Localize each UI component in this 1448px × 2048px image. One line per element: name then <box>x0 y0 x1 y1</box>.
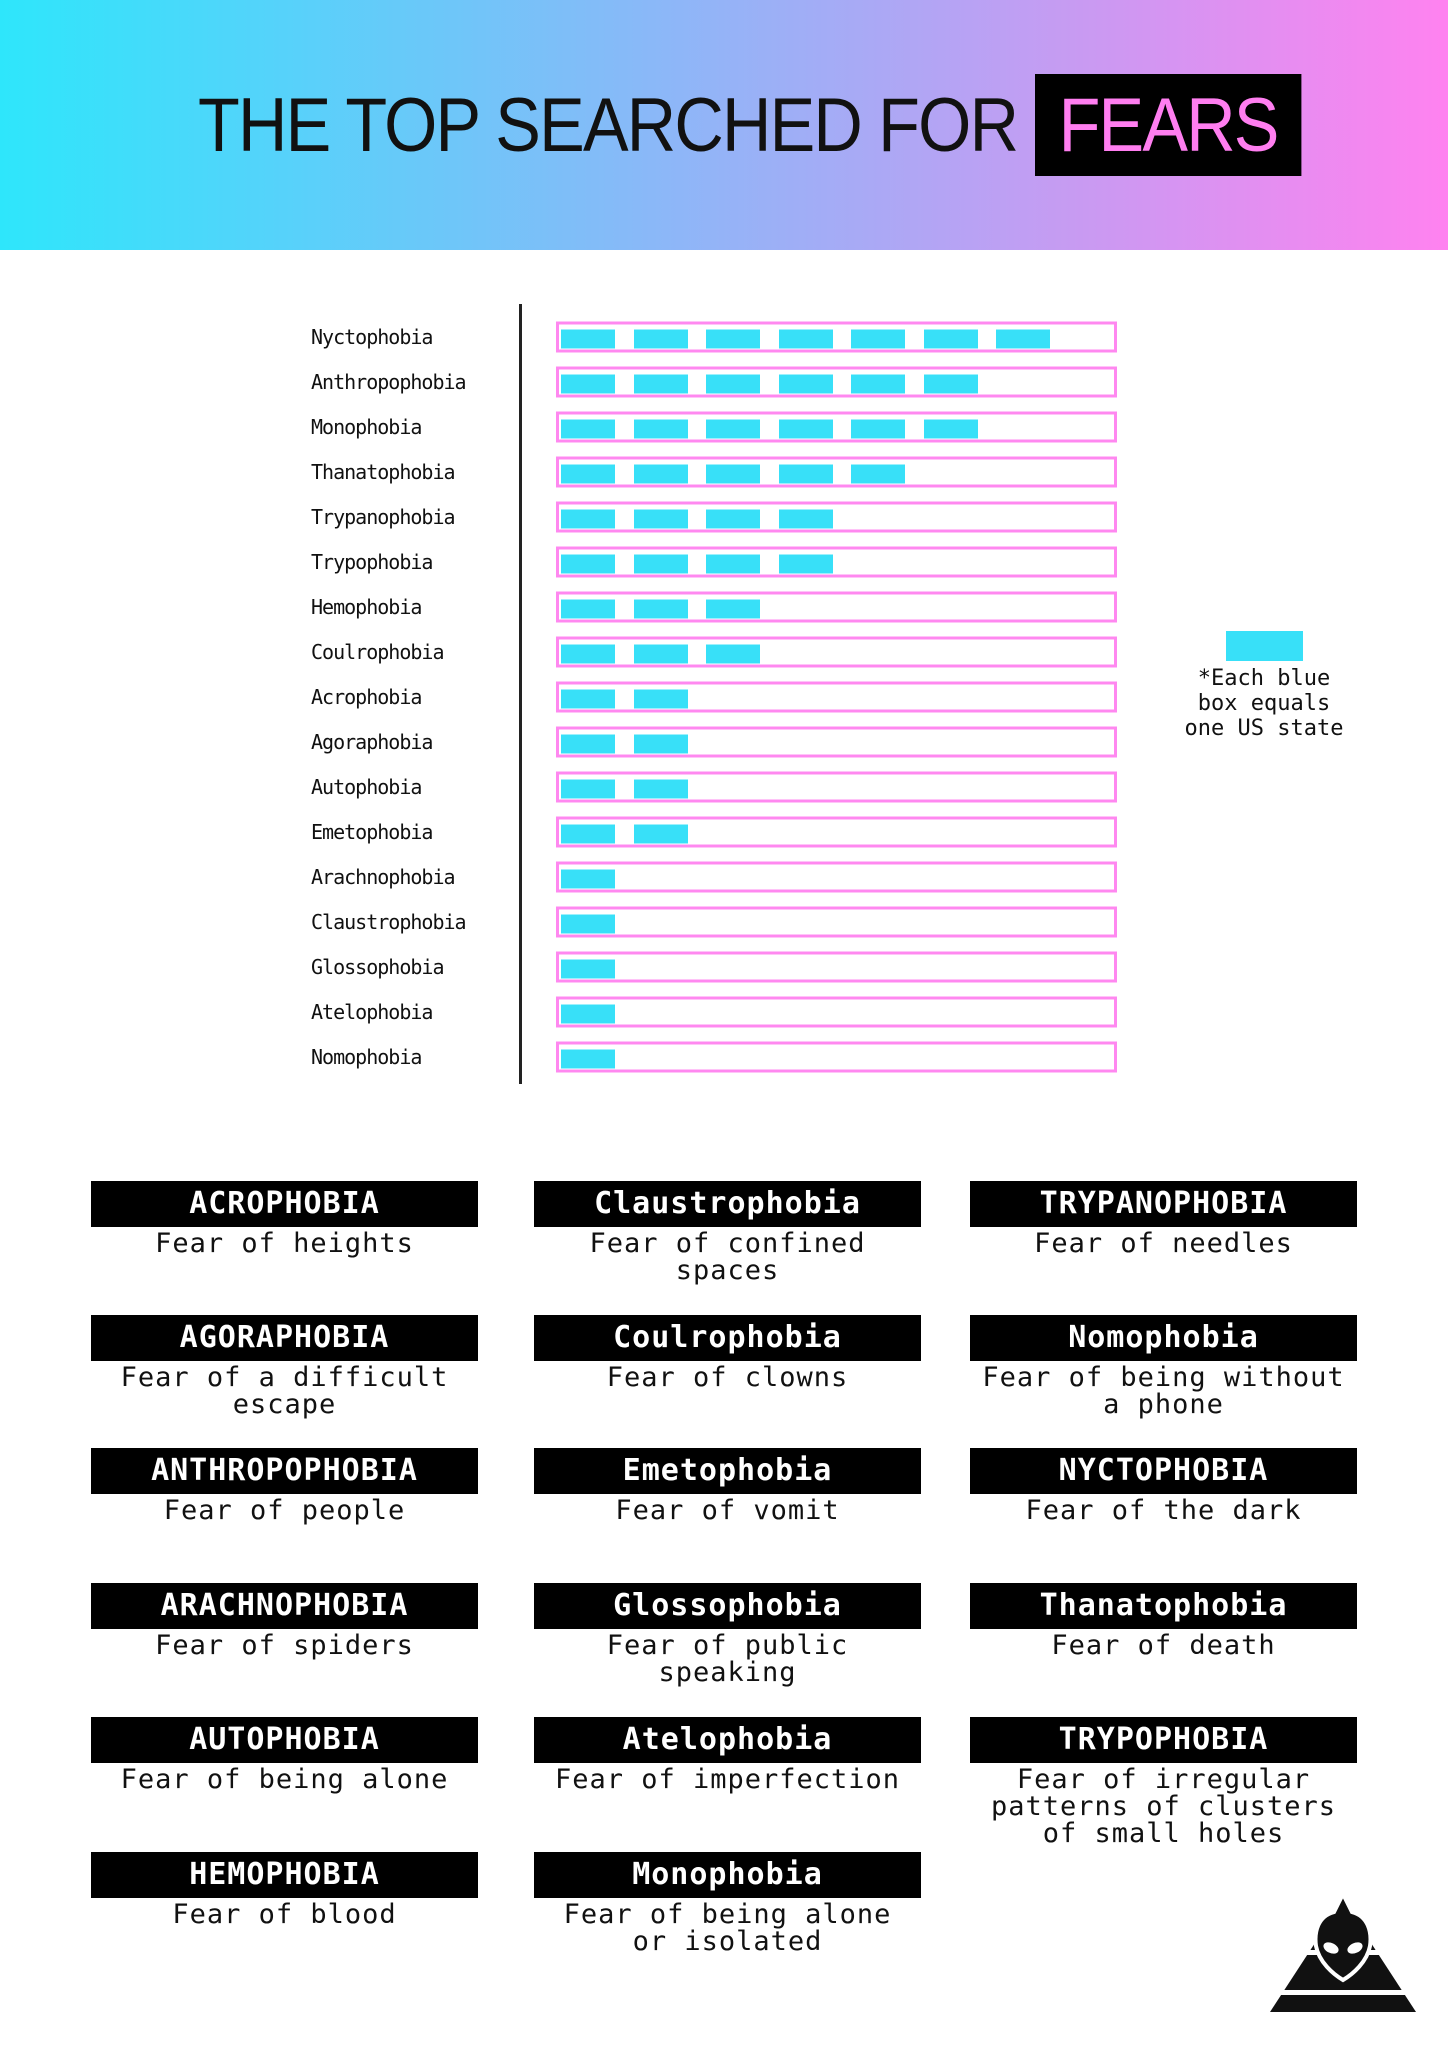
state-box <box>706 465 760 484</box>
phobia-description: Fear of clowns <box>606 1362 849 1393</box>
state-box <box>561 690 615 709</box>
bar-track <box>556 547 1117 578</box>
state-box <box>561 780 615 799</box>
state-box <box>779 375 833 394</box>
category-label: Atelophobia <box>311 1000 433 1024</box>
phobia-description: Fear of blood <box>172 1899 397 1930</box>
bar-track <box>556 682 1117 713</box>
category-label: Emetophobia <box>311 820 433 844</box>
phobia-card <box>534 1315 921 1391</box>
category-label: Acrophobia <box>311 685 422 709</box>
phobia-card <box>91 1583 478 1659</box>
state-box <box>851 420 905 439</box>
category-label: Trypophobia <box>311 550 433 574</box>
legend-line: one US state <box>1184 716 1344 741</box>
bar-track <box>556 367 1117 398</box>
legend-text <box>1164 666 1364 741</box>
state-box <box>634 690 688 709</box>
phobia-name: TRYPOPHOBIA <box>970 1717 1357 1763</box>
state-box <box>634 825 688 844</box>
phobia-name: Emetophobia <box>534 1448 921 1494</box>
category-label: Autophobia <box>311 775 422 799</box>
phobia-name: Thanatophobia <box>970 1583 1357 1629</box>
category-label: Thanatophobia <box>311 460 455 484</box>
phobia-description: Fear of vomit <box>615 1495 840 1526</box>
state-box <box>706 645 760 664</box>
state-box <box>561 1050 615 1069</box>
phobia-description: Fear of imperfection <box>554 1764 901 1795</box>
phobia-card <box>534 1717 921 1793</box>
title-main: THE TOP SEARCHED FOR <box>198 82 1018 168</box>
bar-track <box>556 907 1117 938</box>
phobia-name: TRYPANOPHOBIA <box>970 1181 1357 1227</box>
phobia-description: Fear of heights <box>155 1228 414 1259</box>
state-box <box>561 960 615 979</box>
state-box <box>706 330 760 349</box>
phobia-description: Fear of people <box>163 1495 406 1526</box>
state-box <box>851 465 905 484</box>
bar-track <box>556 637 1117 668</box>
bar-track <box>556 457 1117 488</box>
state-box <box>706 420 760 439</box>
phobia-card <box>970 1181 1357 1257</box>
state-box <box>779 465 833 484</box>
phobia-name: Nomophobia <box>970 1315 1357 1361</box>
category-label: Agoraphobia <box>311 730 433 754</box>
phobia-card <box>970 1448 1357 1524</box>
state-box <box>996 330 1050 349</box>
phobia-description: Fear of being alone <box>120 1764 449 1795</box>
phobia-card <box>91 1181 478 1257</box>
state-box <box>924 375 978 394</box>
phobia-card <box>534 1583 921 1686</box>
category-label: Nyctophobia <box>311 325 433 349</box>
phobia-card <box>970 1717 1357 1847</box>
state-box <box>634 330 688 349</box>
phobia-card <box>91 1717 478 1793</box>
legend-swatch <box>1226 631 1303 661</box>
phobia-description: Fear of being alone or isolated <box>563 1899 892 1957</box>
state-box <box>851 330 905 349</box>
phobia-name: ARACHNOPHOBIA <box>91 1583 478 1629</box>
state-box <box>634 735 688 754</box>
bar-track <box>556 412 1117 443</box>
category-label: Glossophobia <box>311 955 444 979</box>
alien-logo <box>1268 1890 1418 2015</box>
state-box <box>924 330 978 349</box>
state-box <box>634 645 688 664</box>
state-box <box>634 510 688 529</box>
page-title <box>198 74 1301 176</box>
phobia-name: AUTOPHOBIA <box>91 1717 478 1763</box>
phobia-description: Fear of spiders <box>155 1630 414 1661</box>
phobia-name: Glossophobia <box>534 1583 921 1629</box>
category-label: Nomophobia <box>311 1045 422 1069</box>
phobia-card <box>91 1315 478 1418</box>
bar-track <box>556 727 1117 758</box>
category-label: Trypanophobia <box>311 505 455 529</box>
phobia-description: Fear of being without a phone <box>982 1362 1345 1420</box>
state-box <box>634 555 688 574</box>
bar-track <box>556 592 1117 623</box>
phobia-card <box>534 1852 921 1955</box>
bar-track <box>556 772 1117 803</box>
category-label: Coulrophobia <box>311 640 444 664</box>
bar-track <box>556 1042 1117 1073</box>
chart-axis-line <box>519 304 522 1084</box>
phobia-description: Fear of irregular patterns of clusters of small holes <box>990 1764 1337 1849</box>
bar-track <box>556 322 1117 353</box>
state-box <box>561 915 615 934</box>
state-box <box>561 375 615 394</box>
state-box <box>561 1005 615 1024</box>
state-box <box>634 420 688 439</box>
category-label: Monophobia <box>311 415 422 439</box>
state-box <box>779 555 833 574</box>
phobia-card <box>91 1448 478 1524</box>
category-label: Hemophobia <box>311 595 422 619</box>
bar-track <box>556 817 1117 848</box>
state-box <box>561 735 615 754</box>
state-box <box>779 420 833 439</box>
header-banner <box>0 0 1448 250</box>
bar-track <box>556 997 1117 1028</box>
phobia-card <box>91 1852 478 1928</box>
state-box <box>634 600 688 619</box>
phobia-description: Fear of the dark <box>1025 1495 1302 1526</box>
title-highlight: FEARS <box>1035 74 1301 176</box>
state-box <box>561 870 615 889</box>
state-box <box>561 330 615 349</box>
phobia-name: NYCTOPHOBIA <box>970 1448 1357 1494</box>
state-box <box>561 555 615 574</box>
phobia-name: Atelophobia <box>534 1717 921 1763</box>
bar-track <box>556 502 1117 533</box>
legend-line: *Each blue <box>1197 666 1331 691</box>
phobia-description: Fear of public speaking <box>606 1630 849 1688</box>
state-box <box>706 555 760 574</box>
state-box <box>706 375 760 394</box>
state-box <box>561 825 615 844</box>
phobia-card <box>534 1448 921 1524</box>
phobia-description: Fear of death <box>1051 1630 1276 1661</box>
phobia-card <box>970 1315 1357 1418</box>
state-box <box>634 780 688 799</box>
phobia-name: Coulrophobia <box>534 1315 921 1361</box>
phobia-card <box>534 1181 921 1284</box>
phobia-name: AGORAPHOBIA <box>91 1315 478 1361</box>
phobia-description: Fear of confined spaces <box>589 1228 866 1286</box>
bar-track <box>556 952 1117 983</box>
category-label: Arachnophobia <box>311 865 455 889</box>
state-box <box>561 465 615 484</box>
phobia-description: Fear of a difficult escape <box>120 1362 449 1420</box>
state-box <box>706 510 760 529</box>
phobia-name: HEMOPHOBIA <box>91 1852 478 1898</box>
state-box <box>706 600 760 619</box>
state-box <box>634 465 688 484</box>
state-box <box>561 645 615 664</box>
state-box <box>561 420 615 439</box>
legend-line: box equals <box>1197 691 1331 716</box>
phobia-name: ANTHROPOPHOBIA <box>91 1448 478 1494</box>
state-box <box>779 510 833 529</box>
state-box <box>779 330 833 349</box>
state-box <box>561 600 615 619</box>
category-label: Anthropophobia <box>311 370 466 394</box>
state-box <box>561 510 615 529</box>
bar-track <box>556 862 1117 893</box>
phobia-card <box>970 1583 1357 1659</box>
state-box <box>924 420 978 439</box>
phobia-description: Fear of needles <box>1034 1228 1293 1259</box>
state-box <box>851 375 905 394</box>
state-box <box>634 375 688 394</box>
phobia-name: Claustrophobia <box>534 1181 921 1227</box>
category-label: Claustrophobia <box>311 910 466 934</box>
phobia-name: ACROPHOBIA <box>91 1181 478 1227</box>
phobia-name: Monophobia <box>534 1852 921 1898</box>
